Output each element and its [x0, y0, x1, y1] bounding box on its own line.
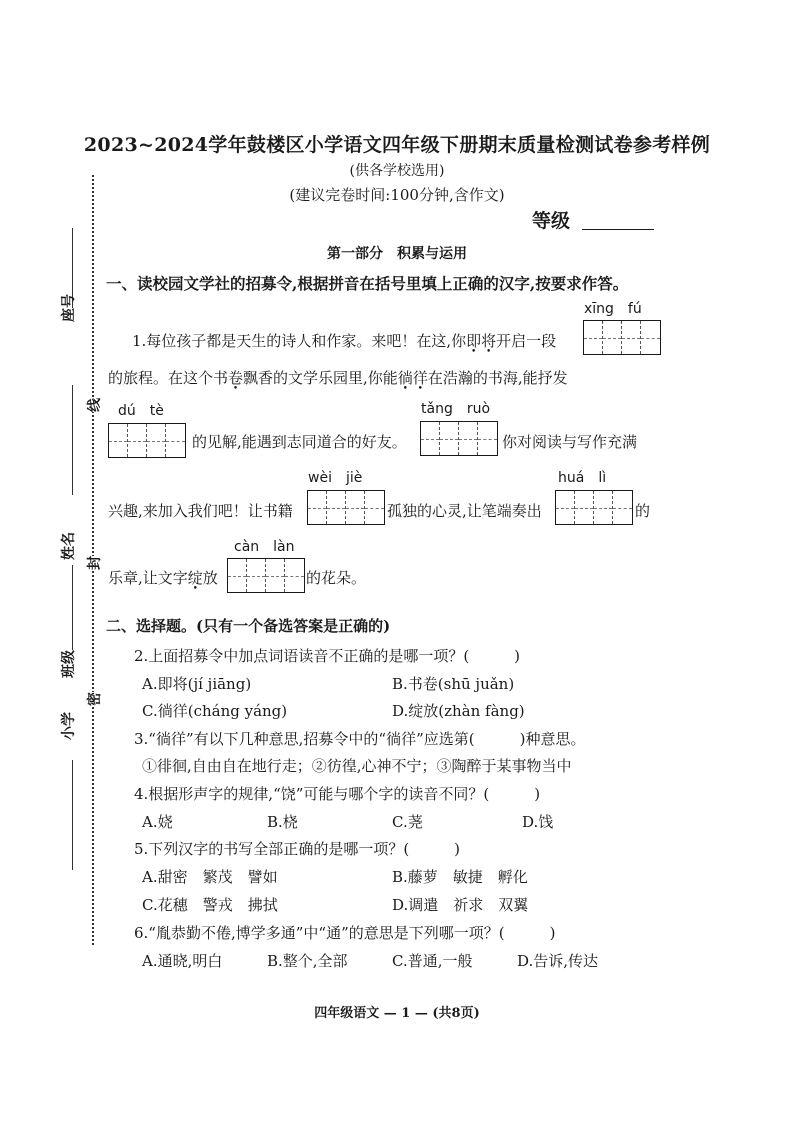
name-blank[interactable] [72, 385, 73, 495]
q6-option-b[interactable]: B.整个,全部 [267, 952, 348, 970]
question-6: 6.“胤恭勤不倦,博学多通”中“通”的意思是下列哪一项？( ) [134, 924, 556, 942]
seat-label: 座号 [61, 294, 77, 322]
passage-line-4c: 的 [635, 502, 651, 520]
answer-grid-dute[interactable] [108, 423, 186, 458]
passage-line-3a: 的见解,能遇到志同道合的好友。 [192, 433, 407, 451]
pinyin-dute: dú tè [118, 403, 164, 419]
passage-line-2: 的旅程。在这个书卷飘香的文学乐园里,你能徜徉在浩瀚的书海,能抒发 [108, 369, 568, 387]
class-blank[interactable] [72, 565, 73, 650]
pinyin-xingfu: xīng fú [584, 301, 642, 317]
page-title: 2023~2024学年鼓楼区小学语文四年级下册期末质量检测试卷参考样例 [83, 134, 711, 156]
answer-grid-tangruo[interactable] [420, 421, 498, 456]
name-label: 姓名 [61, 532, 77, 560]
question-4: 4.根据形声字的规律,“饶”可能与哪个字的读音不同？( ) [134, 785, 541, 803]
grade-label: 等级 [532, 210, 571, 232]
pinyin-huali: huá lì [558, 470, 607, 486]
q5-option-d[interactable]: D.调遣 祈求 双翼 [392, 896, 529, 914]
answer-grid-weijie[interactable] [307, 490, 385, 525]
answer-grid-xingfu[interactable] [583, 320, 661, 355]
q6-option-d[interactable]: D.告诉,传达 [517, 952, 599, 970]
passage-line-4a: 兴趣,来加入我们吧！让书籍 [108, 502, 293, 520]
passage-line-1: 1.每位孩子都是天生的诗人和作家。来吧！在这,你即将开启一段 [132, 332, 557, 350]
question-5: 5.下列汉字的书写全部正确的是哪一项？( ) [134, 840, 461, 858]
pinyin-canlan: càn làn [234, 539, 295, 555]
question-3: 3.“徜徉”有以下几种意思,招募令中的“徜徉”应选第( )种意思。 [134, 730, 586, 748]
passage-line-5a: 乐章,让文字绽放 [108, 569, 218, 587]
q6-option-c[interactable]: C.普通,一般 [392, 952, 473, 970]
question-2: 2.上面招募令中加点词语读音不正确的是哪一项？( ) [134, 647, 521, 665]
q2-option-a[interactable]: A.即将(jí jiāng) [142, 675, 252, 693]
part1-title: 第一部分 积累与运用 [327, 246, 467, 262]
q2-option-b[interactable]: B.书卷(shū juǎn) [392, 675, 515, 693]
q4-option-a[interactable]: A.娆 [142, 813, 173, 831]
page-footer: 四年级语文 — 1 — (共8页) [314, 1006, 480, 1021]
pinyin-tangruo: tǎng ruò [421, 401, 491, 417]
q2-option-d[interactable]: D.绽放(zhàn fàng) [392, 702, 525, 720]
passage-line-4b: 孤独的心灵,让笔端奏出 [387, 502, 542, 520]
class-label: 班级 [61, 650, 77, 678]
binding-char-secret: 密 [84, 692, 104, 706]
answer-grid-canlan[interactable] [227, 558, 305, 593]
answer-grid-huali[interactable] [555, 490, 633, 525]
section1-title: 一、读校园文学社的招募令,根据拼音在括号里填上正确的汉字,按要求作答。 [106, 274, 629, 293]
q5-option-b[interactable]: B.藤萝 敏捷 孵化 [392, 868, 528, 886]
pinyin-weijie: wèi jiè [308, 470, 363, 486]
q4-option-b[interactable]: B.桡 [267, 813, 298, 831]
q5-option-a[interactable]: A.甜密 繁茂 譬如 [142, 868, 278, 886]
section2-title: 二、选择题。(只有一个备选答案是正确的) [106, 617, 391, 635]
passage-line-5b: 的花朵。 [306, 569, 367, 587]
passage-line-3b: 你对阅读与写作充满 [502, 433, 638, 451]
time-note: (建议完卷时间:100分钟,含作文) [289, 186, 505, 204]
binding-char-seal: 封 [84, 556, 104, 570]
subtitle: (供各学校选用) [349, 163, 445, 179]
q3-meanings: ①徘徊,自由自在地行走；②彷徨,心神不宁；③陶醉于某事物当中 [142, 757, 572, 775]
binding-char-line: 线 [84, 398, 104, 412]
school-blank[interactable] [72, 760, 73, 870]
q6-option-a[interactable]: A.通晓,明白 [142, 952, 223, 970]
q4-option-c[interactable]: C.荛 [392, 813, 423, 831]
grade-blank[interactable] [582, 229, 654, 230]
q4-option-d[interactable]: D.饯 [522, 813, 554, 831]
school-label: 小学 [61, 712, 77, 740]
q2-option-c[interactable]: C.徜徉(cháng yáng) [142, 702, 288, 720]
q5-option-c[interactable]: C.花穗 警戎 拂拭 [142, 896, 278, 914]
